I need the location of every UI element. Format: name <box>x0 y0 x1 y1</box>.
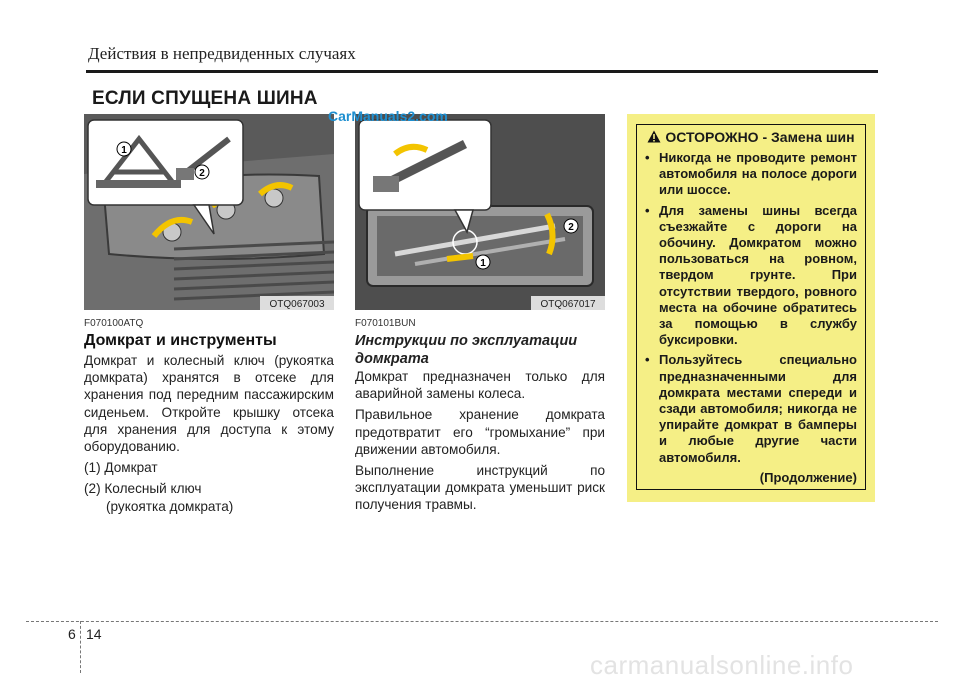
callout-1: 1 <box>121 145 127 156</box>
running-header: Действия в непредвиденных случаях <box>88 44 356 63</box>
paragraph: Домкрат предназначен только для аварийной замены колеса. <box>355 369 605 402</box>
list-item: (1) Домкрат <box>84 460 158 476</box>
paragraph: Выполнение инструкций по эксплуатации домкрата уменьшит риск получения травмы. <box>355 463 605 513</box>
jack-usage-illustration <box>355 114 605 310</box>
footer-rule <box>26 621 938 622</box>
callout-2: 2 <box>199 168 205 179</box>
warning-title <box>637 125 865 146</box>
callout-2: 2 <box>568 222 574 233</box>
warning-list <box>637 150 865 466</box>
figure-jack-usage <box>355 114 605 310</box>
ref-code-jack-instructions: F070101BUN <box>355 318 416 329</box>
section-title: ЕСЛИ СПУЩЕНА ШИНА <box>92 88 318 109</box>
body-jack-instructions <box>355 368 605 518</box>
continued-label: (Продолжение) <box>759 469 857 485</box>
watermark-top: CarManuals2.com <box>328 108 448 124</box>
figure-code: OTQ067017 <box>540 299 596 310</box>
page-number: 14 <box>86 626 102 642</box>
paragraph: Правильное хранение домкрата предотвратит его “громыхание” при движении автомобиля. <box>355 407 605 457</box>
chapter-number: 6 <box>68 626 76 642</box>
figure-code: OTQ067003 <box>269 299 325 310</box>
list-item: (2) Колесный ключ <box>84 481 202 497</box>
warning-item: • Пользуйтесь специально предназначенными для домкрата местами спереди и сзади автомобиля; никогда не упирайте домкрат в бамперы и любые другие части автомобиля. <box>645 352 857 465</box>
watermark-bottom: carmanualsonline.info <box>590 650 854 680</box>
list-item-sub: (рукоятка домкрата) <box>106 498 234 514</box>
body-jack-tools <box>84 352 334 519</box>
warning-title-main: ОСТОРОЖНО - <box>665 129 772 145</box>
warning-item: • Для замены шины всегда съезжайте с дороги на обочину. Домкратом можно пользоваться на ровном, твердом грунте. При отсутствии твердого, ровного места на обочине обратитесь за помощью в службу буксировки. <box>645 203 857 349</box>
header-rule <box>86 70 878 73</box>
footer-divider <box>80 621 81 673</box>
heading-jack-tools: Домкрат и инструменты <box>84 332 277 349</box>
warning-item: • Никогда не проводите ремонт автомобиля на полосе дороги или шоссе. <box>645 150 857 199</box>
ref-code-jack-tools: F070100ATQ <box>84 318 144 329</box>
figure-jack-storage <box>84 114 334 310</box>
jack-storage-illustration <box>84 114 334 310</box>
heading-jack-instructions: Инструкции по эксплуатации домкрата <box>355 333 578 367</box>
paragraph: Домкрат и колесный ключ (рукоятка домкрата) хранятся в отсеке для хранения под передним пассажирским сиденьем. Откройте крышку отсека для хранения для доступа к этому оборудованию. <box>84 353 334 455</box>
warning-triangle-icon <box>647 130 661 143</box>
callout-1: 1 <box>480 258 486 269</box>
warning-title-sub: Замена шин <box>771 129 855 145</box>
warning-panel <box>636 124 866 490</box>
